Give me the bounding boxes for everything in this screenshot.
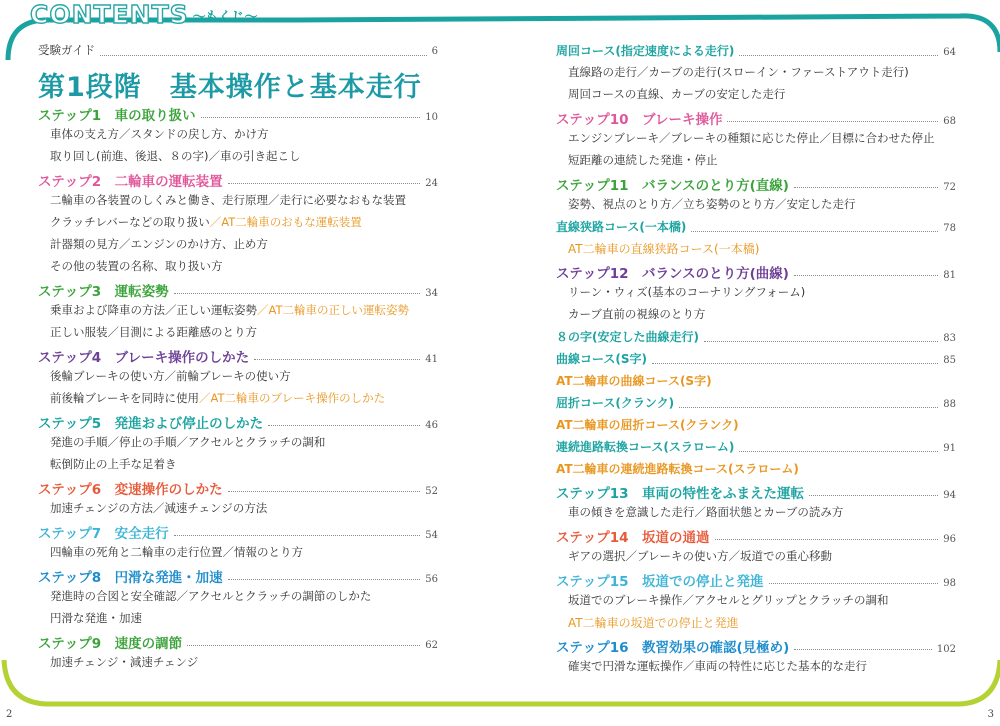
page-number: 24 [425, 178, 438, 189]
leader-dots [652, 363, 938, 364]
leader-dots [691, 231, 938, 232]
toc-subitem: その他の装置の名称、取り扱い方 [50, 259, 223, 273]
page-number: 78 [943, 223, 956, 234]
leader-dots [187, 645, 420, 646]
toc-step-3[interactable] [38, 280, 438, 302]
toc-subitem: カーブ直前の視線のとり方 [568, 307, 706, 321]
page-number: 54 [425, 530, 438, 541]
page-number: 72 [943, 182, 956, 193]
page-number: 41 [425, 354, 438, 365]
leader-dots [254, 359, 420, 360]
toc-step-13[interactable] [556, 482, 956, 504]
course-title: 屈折コース(クランク) [556, 396, 675, 410]
toc-subitem: ギアの選択／ブレーキの使い方／坂道での重心移動 [568, 549, 833, 563]
toc-at-item: AT二輪車の坂道での停止と発進 [568, 616, 739, 630]
leader-dots [794, 187, 938, 188]
toc-step-7[interactable] [38, 522, 438, 544]
at-note: ／AT二輪車のブレーキ操作のしかた [199, 391, 386, 405]
at-note: ／AT二輪車のおもな運転装置 [209, 215, 362, 229]
toc-at-item: AT二輪車の直線狭路コース(一本橋) [568, 242, 760, 256]
toc-course-2[interactable] [556, 218, 956, 240]
step-title: ステップ13 車両の特性をふまえた運転 [556, 486, 805, 502]
toc-step-4[interactable] [38, 346, 438, 368]
toc-step-8[interactable] [38, 566, 438, 588]
leader-dots [679, 407, 938, 408]
leader-dots [769, 583, 939, 584]
toc-subitem: 四輪車の死角と二輪車の走行位置／情報のとり方 [50, 545, 303, 559]
page-number: 91 [943, 443, 956, 454]
step-title: ステップ14 坂道の通過 [556, 530, 710, 546]
course-title: 曲線コース(S字) [556, 352, 648, 366]
toc-step-5[interactable] [38, 412, 438, 434]
toc-subitem: 正しい服装／目測による距離感のとり方 [50, 325, 257, 339]
step-title: ステップ6 変速操作のしかた [38, 482, 223, 498]
contents-title: CONTENTS [30, 0, 189, 29]
step-title: ステップ2 二輪車の運転装置 [38, 174, 223, 190]
course-title: 周回コース(指定速度による走行) [556, 44, 735, 58]
toc-subitem: 取り回し(前進、後退、８の字)／車の引き起こし [50, 149, 301, 163]
page-number: 10 [425, 112, 438, 123]
leader-dots [228, 491, 421, 492]
step-title: ステップ11 バランスのとり方(直線) [556, 178, 789, 194]
toc-subitem: 加速チェンジ・減速チェンジ [50, 655, 199, 669]
toc-at-item: AT二輪車の屈折コース(クランク) [556, 418, 739, 432]
toc-course-6[interactable] [556, 438, 956, 460]
leader-dots [228, 579, 421, 580]
page-number: 68 [943, 116, 956, 127]
leader-dots [174, 535, 421, 536]
step-title: ステップ15 坂道での停止と発進 [556, 574, 764, 590]
toc-subitem: 車の傾きを意識した走行／路面状態とカーブの読み方 [568, 505, 844, 519]
left-page-number: 2 [6, 709, 13, 720]
toc-entry-guide[interactable] [38, 42, 438, 64]
page-number: 88 [943, 399, 956, 410]
leader-dots [704, 341, 938, 342]
toc-step-6[interactable] [38, 478, 438, 500]
toc-course-1[interactable] [556, 42, 956, 64]
toc-subitem: 転倒防止の上手な足着き [50, 457, 177, 471]
toc-step-15[interactable] [556, 570, 956, 592]
toc-step-10[interactable] [556, 108, 956, 130]
leader-dots [174, 293, 421, 294]
page-number: 46 [425, 420, 438, 431]
leader-dots [268, 425, 420, 426]
step-title: ステップ7 安全走行 [38, 526, 169, 542]
toc-at-item: AT二輪車の曲線コース(S字) [556, 374, 712, 388]
course-title: ８の字(安定した曲線走行) [556, 330, 699, 344]
page-number: 102 [936, 644, 956, 655]
leader-dots [739, 451, 938, 452]
toc-step-11[interactable] [556, 174, 956, 196]
toc-subitem: 二輪車の各装置のしくみと働き、走行原理／走行に必要なおもな装置 [50, 193, 407, 207]
page-number: 56 [425, 574, 438, 585]
page-number: 85 [943, 355, 956, 366]
leader-dots [228, 183, 421, 184]
toc-subitem: 直線路の走行／カーブの走行(スローイン・ファーストアウト走行) [568, 65, 909, 79]
toc-course-3[interactable] [556, 328, 956, 350]
toc-at-item: AT二輪車の連続進路転換コース(スラローム) [556, 462, 799, 476]
page-number: 98 [943, 578, 956, 589]
toc-subitem: 後輪ブレーキの使い方／前輪ブレーキの使い方 [50, 369, 291, 383]
toc-subitem: 発進時の合図と安全確認／アクセルとクラッチの調節のしかた [50, 589, 372, 603]
toc-step-2[interactable] [38, 170, 438, 192]
toc-subitem: 確実で円滑な運転操作／車両の特性に応じた基本的な走行 [568, 659, 867, 673]
toc-subitem: リーン・ウィズ(基本のコーナリングフォーム) [568, 285, 806, 299]
course-title: 直線狭路コース(一本橋) [556, 220, 687, 234]
toc-subitem: クラッチレバーなどの取り扱い ／AT二輪車のおもな運転装置 [50, 215, 362, 229]
toc-left-column [38, 42, 438, 676]
toc-subitem: 前後輪ブレーキを同時に使用 ／AT二輪車のブレーキ操作のしかた [50, 391, 386, 405]
leader-dots [715, 539, 939, 540]
toc-subitem: 周回コースの直線、カーブの安定した走行 [568, 87, 786, 101]
leader-dots [100, 55, 426, 56]
leader-dots [739, 55, 938, 56]
toc-subitem: 車体の支え方／スタンドの戻し方、かけ方 [50, 127, 269, 141]
page-number: 96 [943, 534, 956, 545]
toc-step-16[interactable] [556, 636, 956, 658]
toc-subitem: 計器類の見方／エンジンのかけ方、止め方 [50, 237, 268, 251]
toc-subitem: 円滑な発進・加速 [50, 611, 142, 625]
page-number: 62 [425, 640, 438, 651]
page-number: 94 [943, 490, 956, 501]
step-title: ステップ16 教習効果の確認(見極め) [556, 640, 790, 656]
step-title: ステップ8 円滑な発進・加速 [38, 570, 223, 586]
course-title: 連続進路転換コース(スラローム) [556, 440, 735, 454]
toc-course-4[interactable] [556, 350, 956, 372]
toc-step-1[interactable] [38, 104, 438, 126]
step-title: ステップ3 運転姿勢 [38, 284, 169, 300]
at-note: ／AT二輪車の正しい運転姿勢 [257, 303, 409, 317]
right-page-number: 3 [987, 709, 994, 720]
toc-step-9[interactable] [38, 632, 438, 654]
leader-dots [727, 121, 938, 122]
toc-course-5[interactable] [556, 394, 956, 416]
contents-subtitle: 〜もくじ〜 [192, 10, 258, 25]
toc-subitem: 坂道でのブレーキ操作／アクセルとグリップとクラッチの調和 [568, 593, 889, 607]
leader-dots [794, 275, 938, 276]
step-title: ステップ12 バランスのとり方(曲線) [556, 266, 789, 282]
stage-title: 第1段階 基本操作と基本走行 [38, 71, 422, 103]
leader-dots [809, 495, 938, 496]
step-title: ステップ5 発進および停止のしかた [38, 416, 264, 432]
toc-subitem: エンジンブレーキ／ブレーキの種類に応じた停止／目標に合わせた停止 [568, 131, 935, 145]
toc-subitem: 乗車および降車の方法／正しい運転姿勢 ／AT二輪車の正しい運転姿勢 [50, 303, 409, 317]
toc-subitem: 発進の手順／停止の手順／アクセルとクラッチの調和 [50, 435, 326, 449]
page-number: 64 [943, 47, 956, 58]
toc-subitem: 短距離の連続した発進・停止 [568, 153, 718, 167]
step-title: ステップ9 速度の調節 [38, 636, 183, 652]
stage-heading [38, 64, 438, 104]
leader-dots [201, 117, 421, 118]
leader-dots [794, 649, 932, 650]
step-title: ステップ4 ブレーキ操作のしかた [38, 350, 250, 366]
contents-header [30, 0, 258, 28]
toc-entry-label: 受験ガイド [38, 43, 96, 57]
page-number: 34 [425, 288, 438, 299]
page-number: 83 [943, 333, 956, 344]
toc-subitem: 姿勢、視点のとり方／立ち姿勢のとり方／安定した走行 [568, 197, 856, 211]
toc-right-column [556, 42, 956, 680]
page-number: 81 [943, 270, 956, 281]
toc-step-12[interactable] [556, 262, 956, 284]
toc-step-14[interactable] [556, 526, 956, 548]
step-title: ステップ10 ブレーキ操作 [556, 112, 723, 128]
page-number: 52 [425, 486, 438, 497]
toc-subitem: 加速チェンジの方法／減速チェンジの方法 [50, 501, 268, 515]
step-title: ステップ1 車の取り扱い [38, 108, 196, 124]
page-number: 6 [431, 46, 438, 57]
